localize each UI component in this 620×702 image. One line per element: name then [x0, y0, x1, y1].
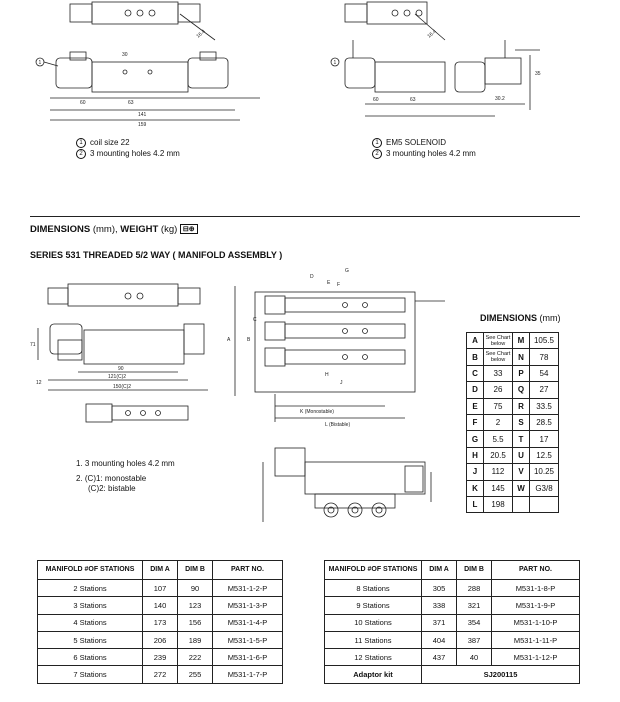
- part-no-cell: M531-1-7-P: [213, 666, 283, 683]
- dim-table-title: DIMENSIONS: [480, 313, 538, 323]
- svg-text:E: E: [327, 280, 331, 286]
- dim-value: 198: [484, 496, 513, 512]
- number-marker: 2: [76, 149, 86, 159]
- svg-text:A: A: [227, 337, 231, 343]
- dim-row: [467, 349, 559, 365]
- table-row: [325, 597, 580, 614]
- dim-letter: G: [467, 431, 484, 447]
- dim-159: 159: [138, 122, 147, 128]
- dim-value: 5.5: [484, 431, 513, 447]
- dim-b-cell: 354: [457, 614, 492, 631]
- svg-text:F: F: [337, 282, 341, 288]
- table-row: [38, 631, 283, 648]
- stations-cell: 12 Stations: [325, 649, 422, 666]
- table-row: [38, 649, 283, 666]
- dim-letter: L: [467, 496, 484, 512]
- part-no-cell: M531-1-6-P: [213, 649, 283, 666]
- dim-letter: H: [467, 447, 484, 463]
- stations-cell: 3 Stations: [38, 597, 143, 614]
- dim-value: 17: [530, 431, 559, 447]
- assembly-notes: [76, 459, 175, 494]
- dim-letter: F: [467, 414, 484, 430]
- part-no-cell: M531-1-4-P: [213, 614, 283, 631]
- dim-value: 10.25: [530, 464, 559, 480]
- dim-a-cell: 305: [422, 580, 457, 597]
- dim-r-35: 35: [535, 71, 541, 77]
- stations-cell: 6 Stations: [38, 649, 143, 666]
- dim-row: [467, 431, 559, 447]
- adaptor-kit-label: Adaptor kit: [325, 666, 422, 683]
- dim-b-cell: 40: [457, 649, 492, 666]
- dim-b-cell: 156: [178, 614, 213, 631]
- dim-letter: J: [467, 464, 484, 480]
- dim-value: 2: [484, 414, 513, 430]
- dim-r-60: 60: [373, 97, 379, 103]
- svg-text:J: J: [340, 380, 343, 386]
- part-no-cell: M531-1-3-P: [213, 597, 283, 614]
- dim-a-cell: 404: [422, 631, 457, 648]
- note-row: [76, 148, 180, 159]
- bottom-center-manifold-drawing: [255, 442, 440, 534]
- col-header-part-no: PART NO.: [213, 561, 283, 580]
- col-header-dim-b: DIM B: [457, 561, 492, 580]
- mid-left-valve-drawing: [28, 280, 218, 430]
- dimensions-table-title: [480, 313, 561, 323]
- part-no-cell: M531-1-12-P: [492, 649, 580, 666]
- number-marker: 2: [372, 149, 382, 159]
- dim-letter: W: [513, 480, 530, 496]
- series-heading: SERIES 531 THREADED 5/2 WAY ( MANIFOLD ASSEMBLY ): [30, 250, 283, 260]
- label-k-monostable: K (Monostable): [300, 409, 334, 415]
- dim-letter: V: [513, 464, 530, 480]
- dim-letter: [513, 496, 530, 512]
- dim-a-cell: 371: [422, 614, 457, 631]
- table-row: [38, 666, 283, 683]
- dim-a-cell: 173: [143, 614, 178, 631]
- table-row: [325, 649, 580, 666]
- dim-value: 112: [484, 464, 513, 480]
- dim-value: 33: [484, 365, 513, 381]
- dim-value: 54: [530, 365, 559, 381]
- dim-90: 90: [118, 366, 124, 372]
- part-no-cell: M531-1-9-P: [492, 597, 580, 614]
- dim-63: 63: [128, 100, 134, 106]
- svg-text:1: 1: [333, 60, 337, 66]
- weight-title: WEIGHT: [120, 224, 159, 235]
- dim-value: 26: [484, 382, 513, 398]
- dim-a-cell: 140: [143, 597, 178, 614]
- dim-row: [467, 496, 559, 512]
- svg-text:C: C: [253, 317, 257, 323]
- dim-a-cell: 206: [143, 631, 178, 648]
- dim-row: [467, 464, 559, 480]
- note-row: [372, 148, 476, 159]
- assembly-note-3: (C)2: bistable: [88, 484, 136, 493]
- dim-b-cell: 387: [457, 631, 492, 648]
- dim-a-cell: 437: [422, 649, 457, 666]
- dim-value: 33.5: [530, 398, 559, 414]
- dim-141: 141: [138, 112, 147, 118]
- dim-71: 71: [30, 342, 36, 348]
- dim-table-units: (mm): [539, 313, 561, 323]
- dim-value: [530, 496, 559, 512]
- svg-text:D: D: [310, 274, 314, 280]
- dim-121c2: 121(C)2: [108, 374, 127, 380]
- svg-text:G: G: [345, 268, 349, 274]
- number-marker: 1: [76, 138, 86, 148]
- col-header-stations: MANIFOLD #OF STATIONS: [38, 561, 143, 580]
- svg-text:H: H: [325, 372, 329, 378]
- col-header-part-no: PART NO.: [492, 561, 580, 580]
- table-row: [325, 614, 580, 631]
- svg-text:16.4: 16.4: [426, 28, 438, 40]
- dim-a-cell: 338: [422, 597, 457, 614]
- stations-cell: 7 Stations: [38, 666, 143, 683]
- dim-b-cell: 255: [178, 666, 213, 683]
- col-header-dim-a: DIM A: [143, 561, 178, 580]
- dimensions-table: [466, 332, 559, 513]
- mid-center-manifold-drawing: [225, 266, 465, 441]
- dim-value: See Chart below: [484, 349, 513, 365]
- dim-a-cell: 272: [143, 666, 178, 683]
- dim-b-cell: 321: [457, 597, 492, 614]
- dim-a-cell: 107: [143, 580, 178, 597]
- dim-150c2: 150(C)2: [113, 384, 132, 390]
- note-text: 3 mounting holes 4.2 mm: [386, 149, 476, 158]
- label-l-bistable: L (Bistable): [325, 422, 351, 428]
- stations-cell: 11 Stations: [325, 631, 422, 648]
- dim-b-cell: 90: [178, 580, 213, 597]
- dim-letter: A: [467, 333, 484, 349]
- part-no-cell: M531-1-11-P: [492, 631, 580, 648]
- svg-text:B: B: [247, 337, 251, 343]
- dim-letter: C: [467, 365, 484, 381]
- adaptor-kit-row: [325, 666, 580, 683]
- note-row: [372, 137, 476, 148]
- dimensions-title: DIMENSIONS: [30, 224, 91, 235]
- stations-cell: 8 Stations: [325, 580, 422, 597]
- dim-row: [467, 333, 559, 349]
- note-text: EM5 SOLENOID: [386, 138, 447, 147]
- col-header-dim-a: DIM A: [422, 561, 457, 580]
- dim-row: [467, 480, 559, 496]
- part-no-cell: M531-1-8-P: [492, 580, 580, 597]
- dim-letter: D: [467, 382, 484, 398]
- dim-value: 27: [530, 382, 559, 398]
- stations-cell: 2 Stations: [38, 580, 143, 597]
- dim-row: [467, 398, 559, 414]
- dim-r-63: 63: [410, 97, 416, 103]
- manifold-table-left: [37, 560, 283, 684]
- note-text: 3 mounting holes 4.2 mm: [90, 149, 180, 158]
- dim-r-30-2: 30.2: [495, 96, 505, 102]
- dim-letter: K: [467, 480, 484, 496]
- dim-row: [467, 365, 559, 381]
- svg-text:1: 1: [38, 60, 42, 66]
- dim-letter: M: [513, 333, 530, 349]
- part-no-cell: M531-1-5-P: [213, 631, 283, 648]
- dim-value: See Chart below: [484, 333, 513, 349]
- dim-b-cell: 189: [178, 631, 213, 648]
- dim-letter: R: [513, 398, 530, 414]
- top-left-notes: [76, 137, 180, 159]
- dim-letter: N: [513, 349, 530, 365]
- dim-12: 12: [36, 380, 42, 386]
- dim-row: [467, 447, 559, 463]
- assembly-note-2: 2. (C)1: monostable: [76, 474, 147, 483]
- dimensions-weight-heading: [30, 224, 198, 235]
- stations-cell: 5 Stations: [38, 631, 143, 648]
- stations-cell: 9 Stations: [325, 597, 422, 614]
- table-row: [325, 631, 580, 648]
- dim-60: 60: [80, 100, 86, 106]
- assembly-note-1: 1. 3 mounting holes 4.2 mm: [76, 459, 175, 468]
- top-right-valve-drawing: [325, 0, 570, 135]
- dim-a-cell: 239: [143, 649, 178, 666]
- table-row: [38, 597, 283, 614]
- part-no-cell: M531-1-2-P: [213, 580, 283, 597]
- note-row: [76, 137, 180, 148]
- weight-units: (kg): [160, 224, 178, 235]
- dim-30: 30: [122, 52, 128, 58]
- dim-b-cell: 288: [457, 580, 492, 597]
- dim-value: 12.5: [530, 447, 559, 463]
- table-row: [38, 580, 283, 597]
- section-rule: [30, 216, 580, 217]
- dim-value: 75: [484, 398, 513, 414]
- manifold-table-right: [324, 560, 580, 684]
- dim-letter: P: [513, 365, 530, 381]
- stations-cell: 4 Stations: [38, 614, 143, 631]
- dim-letter: B: [467, 349, 484, 365]
- dim-row: [467, 382, 559, 398]
- dim-value: 105.5: [530, 333, 559, 349]
- stations-cell: 10 Stations: [325, 614, 422, 631]
- dim-row: [467, 414, 559, 430]
- table-row: [325, 580, 580, 597]
- table-row: [38, 614, 283, 631]
- dim-letter: T: [513, 431, 530, 447]
- col-header-stations: MANIFOLD #OF STATIONS: [325, 561, 422, 580]
- dim-letter: E: [467, 398, 484, 414]
- weight-icon: ⊟⊕: [180, 224, 198, 234]
- top-right-notes: [372, 137, 476, 159]
- svg-text:16.4: 16.4: [195, 28, 207, 40]
- part-no-cell: M531-1-10-P: [492, 614, 580, 631]
- dim-b-cell: 222: [178, 649, 213, 666]
- note-text: coil size 22: [90, 138, 130, 147]
- top-left-valve-drawing: [30, 0, 280, 135]
- number-marker: 1: [372, 138, 382, 148]
- dim-value: 145: [484, 480, 513, 496]
- dim-b-cell: 123: [178, 597, 213, 614]
- adaptor-kit-part-no: SJ200115: [422, 666, 580, 683]
- dimensions-units: (mm),: [92, 224, 118, 235]
- dim-letter: Q: [513, 382, 530, 398]
- dim-letter: S: [513, 414, 530, 430]
- dim-value: 20.5: [484, 447, 513, 463]
- dim-value: G3/8: [530, 480, 559, 496]
- dim-letter: U: [513, 447, 530, 463]
- col-header-dim-b: DIM B: [178, 561, 213, 580]
- dim-value: 78: [530, 349, 559, 365]
- dim-value: 28.5: [530, 414, 559, 430]
